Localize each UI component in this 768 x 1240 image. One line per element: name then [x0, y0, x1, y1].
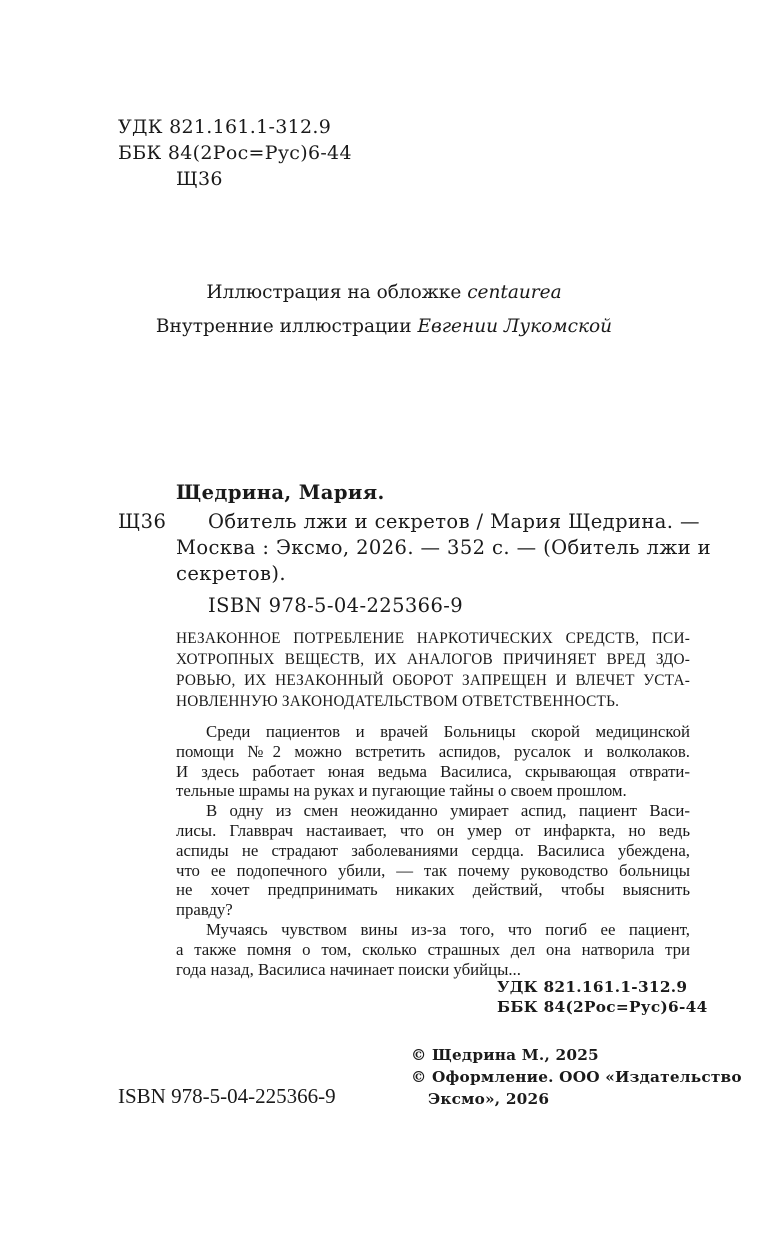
isbn-bottom: ISBN 978-5-04-225366-9 — [118, 1084, 336, 1108]
copyright-author: © Щедрина М., 2025 — [411, 1046, 599, 1064]
annotation-line: помощи №2 можно встретить аспидов, русалок и волколаков. — [176, 741, 690, 761]
annotation-line: а также помня о том, сколько страшных дел она натворила три — [176, 939, 690, 959]
cover-artist: centaurea — [467, 282, 562, 303]
bbk-code-bottom: ББК 84(2Рос=Рус)6-44 — [497, 998, 708, 1016]
bib-author: Щедрина, Мария. — [176, 481, 385, 504]
cover-credit-prefix: Иллюстрация на обложке — [206, 282, 462, 303]
annotation-line: года назад, Василиса начинает поиски убийцы... — [176, 959, 521, 979]
inner-credit-prefix: Внутренние иллюстрации — [155, 316, 412, 337]
annotation-line: аспиды не страдают заболеваниями сердца. Василиса убеждена, — [176, 840, 690, 860]
annotation-line: лисы. Главврач настаивает, что он умер от инфаркта, но ведь — [176, 820, 690, 840]
inner-illustration-credit — [0, 316, 768, 337]
udk-code: УДК 821.161.1-312.9 — [118, 116, 332, 138]
annotation-line: И здесь работает юная ведьма Василиса, скрывающая отврати- — [176, 761, 690, 781]
bib-sign: Щ36 — [118, 510, 167, 533]
bib-line: Обитель лжи и секретов / Мария Щедрина. — — [208, 510, 700, 533]
annotation-line: правду? — [176, 900, 233, 920]
annotation-line: В одну из смен неожиданно умирает аспид, пациент Васи- — [206, 801, 690, 821]
author-sign: Щ36 — [176, 168, 223, 190]
warning-line: РОВЬЮ, ИХ НЕЗАКОННЫЙ ОБОРОТ ЗАПРЕЩЕН И ВЛЕЧЕТ УСТА- — [176, 672, 690, 689]
copyright-design-cont: Эксмо», 2026 — [428, 1090, 550, 1108]
annotation-line: не хочет предпринимать никаких действий, чтобы выяснить — [176, 880, 690, 900]
warning-line: НЕЗАКОННОЕ ПОТРЕБЛЕНИЕ НАРКОТИЧЕСКИХ СРЕДСТВ, ПСИ- — [176, 630, 690, 647]
bbk-code: ББК 84(2Рос=Рус)6-44 — [118, 142, 352, 164]
annotation-line: Мучаясь чувством вины из-за того, что погиб ее пациент, — [206, 919, 690, 939]
bib-isbn: ISBN 978-5-04-225366-9 — [208, 594, 464, 617]
annotation-line: что ее подопечного убили, — так почему руководство больницы — [176, 860, 690, 880]
udk-code-bottom: УДК 821.161.1-312.9 — [497, 978, 688, 996]
copyright-design: © Оформление. ООО «Издательство — [411, 1068, 742, 1086]
annotation-line: тельные шрамы на руках и пугающие тайны о своем прошлом. — [176, 781, 627, 801]
bib-line: секретов). — [176, 562, 286, 585]
bib-line: Москва : Эксмо, 2026. — 352 с. — (Обитель лжи и — [176, 536, 712, 559]
annotation-line: Среди пациентов и врачей Больницы скорой медицинской — [206, 722, 690, 741]
annotation — [176, 722, 690, 979]
warning-line: НОВЛЕННУЮ ЗАКОНОДАТЕЛЬСТВОМ ОТВЕТСТВЕННОСТЬ. — [176, 693, 620, 710]
warning-line: ХОТРОПНЫХ ВЕЩЕСТВ, ИХ АНАЛОГОВ ПРИЧИНЯЕТ ВРЕД ЗДО- — [176, 651, 690, 668]
cover-illustration-credit — [0, 282, 768, 303]
inner-artist: Евгении Лукомской — [417, 316, 613, 337]
